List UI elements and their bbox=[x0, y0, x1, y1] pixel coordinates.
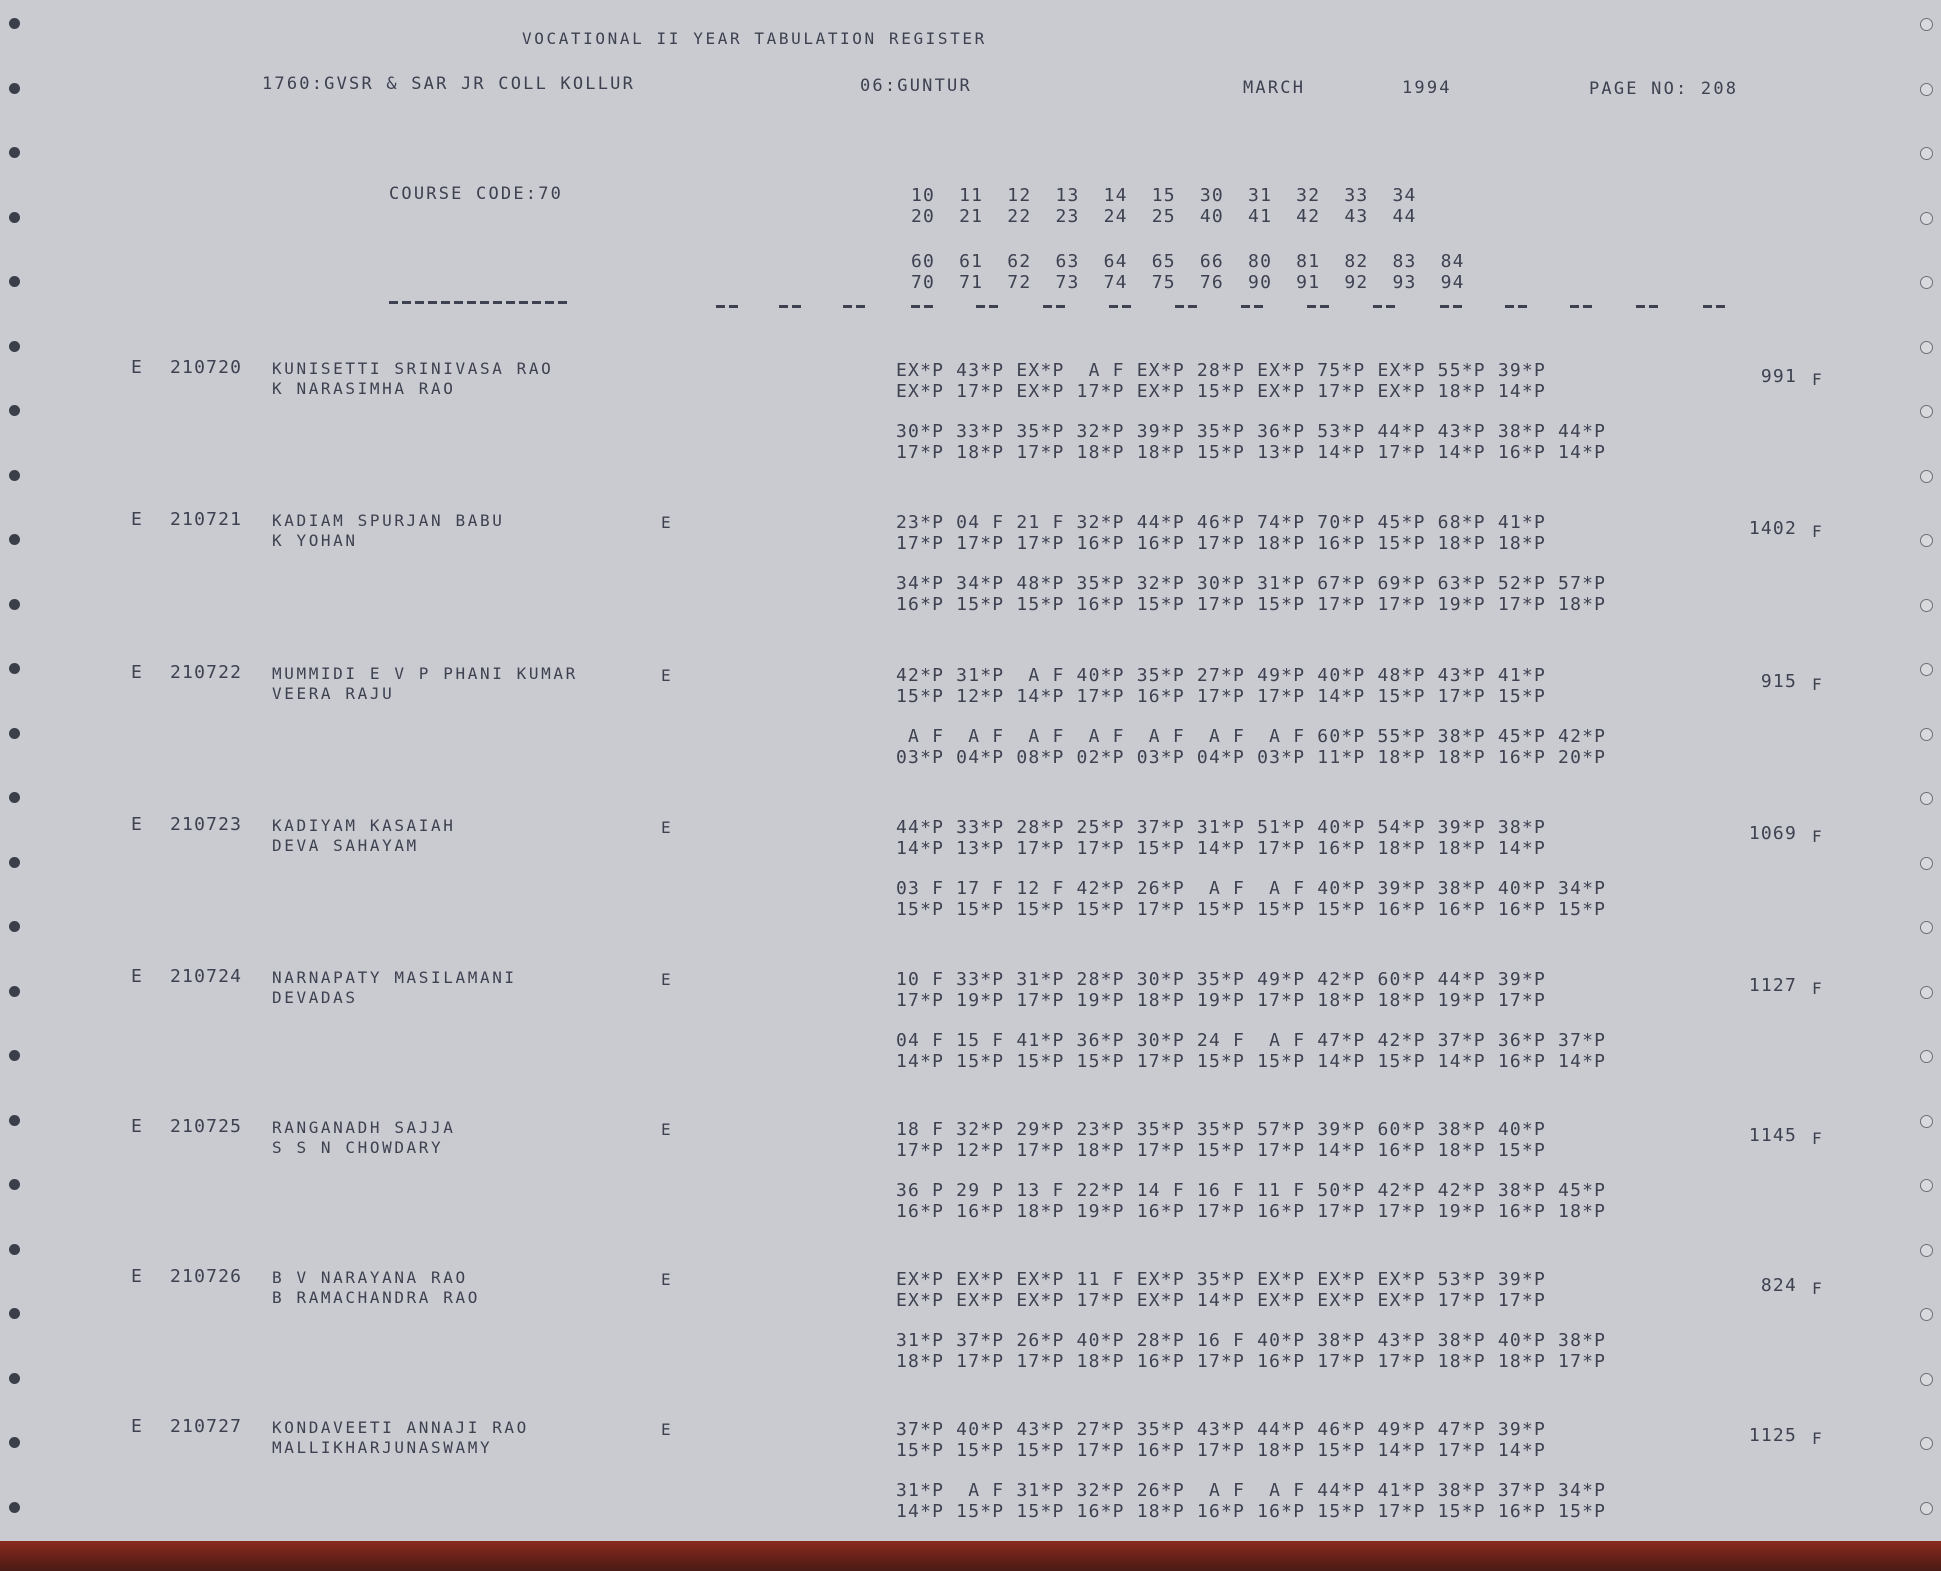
feed-hole bbox=[9, 276, 20, 287]
medium-code: E bbox=[661, 970, 674, 989]
college-name: 1760:GVSR & SAR JR COLL KOLLUR bbox=[262, 74, 636, 94]
result-code: F bbox=[1812, 370, 1825, 389]
result-code: F bbox=[1812, 522, 1825, 541]
marks-row1-lower: EX*P EX*P EX*P 17*P EX*P 14*P EX*P EX*P EX*P 17*P 17*P bbox=[896, 1290, 1546, 1311]
feed-hole bbox=[1920, 857, 1933, 870]
student-type: E bbox=[131, 966, 144, 987]
marks-row2-lower: 16*P 15*P 15*P 16*P 15*P 17*P 15*P 17*P 17*P 19*P 17*P 18*P bbox=[896, 594, 1607, 615]
roll-number: 210723 bbox=[170, 814, 243, 835]
student-type: E bbox=[131, 1116, 144, 1137]
feed-hole bbox=[1920, 921, 1933, 934]
student-type: E bbox=[131, 357, 144, 378]
result-code: F bbox=[1812, 827, 1825, 846]
father-name: K NARASIMHA RAO bbox=[272, 379, 456, 398]
roll-number: 210721 bbox=[170, 509, 243, 530]
roll-number: 210724 bbox=[170, 966, 243, 987]
marks-row1-upper: 42*P 31*P A F 40*P 35*P 27*P 49*P 40*P 48*P 43*P 41*P bbox=[896, 665, 1546, 686]
marks-row2-lower: 15*P 15*P 15*P 15*P 17*P 15*P 15*P 15*P 16*P 16*P 16*P 15*P bbox=[896, 899, 1607, 920]
roll-number: 210720 bbox=[170, 357, 243, 378]
column-dash bbox=[1440, 305, 1462, 308]
marks-row1-lower: 15*P 12*P 14*P 17*P 16*P 17*P 17*P 14*P 15*P 17*P 15*P bbox=[896, 686, 1546, 707]
marks-row1-lower: EX*P 17*P EX*P 17*P EX*P 15*P EX*P 17*P EX*P 18*P 14*P bbox=[896, 381, 1546, 402]
marks-row1-upper: 37*P 40*P 43*P 27*P 35*P 43*P 44*P 46*P 49*P 47*P 39*P bbox=[896, 1419, 1546, 1440]
marks-row2-upper: 30*P 33*P 35*P 32*P 39*P 35*P 36*P 53*P 44*P 43*P 38*P 44*P bbox=[896, 421, 1607, 442]
grand-total: 1145 bbox=[1748, 1125, 1797, 1146]
medium-code: E bbox=[661, 818, 674, 837]
marks-row1-upper: 23*P 04 F 21 F 32*P 44*P 46*P 74*P 70*P 45*P 68*P 41*P bbox=[896, 512, 1546, 533]
subject-codes-row2b: 70 71 72 73 74 75 76 90 91 92 93 94 bbox=[911, 272, 1465, 293]
marks-row2-lower: 14*P 15*P 15*P 15*P 17*P 15*P 15*P 14*P 15*P 14*P 16*P 14*P bbox=[896, 1051, 1607, 1072]
result-code: F bbox=[1812, 979, 1825, 998]
medium-code: E bbox=[661, 1120, 674, 1139]
column-dash bbox=[911, 305, 933, 308]
feed-hole bbox=[9, 599, 20, 610]
feed-hole bbox=[9, 18, 20, 29]
feed-hole bbox=[1920, 212, 1933, 225]
feed-hole bbox=[9, 1050, 20, 1061]
course-code: COURSE CODE:70 bbox=[389, 184, 564, 204]
student-type: E bbox=[131, 1416, 144, 1437]
medium-code: E bbox=[661, 513, 674, 532]
marks-row2-upper: A F A F A F A F A F A F A F 60*P 55*P 38*P 45*P 42*P bbox=[896, 726, 1607, 747]
student-name: RANGANADH SAJJA bbox=[272, 1118, 456, 1137]
column-dash bbox=[1175, 305, 1197, 308]
marks-row2-upper: 31*P 37*P 26*P 40*P 28*P 16 F 40*P 38*P 43*P 38*P 40*P 38*P bbox=[896, 1330, 1607, 1351]
grand-total: 824 bbox=[1760, 1275, 1797, 1296]
student-name: KADIYAM KASAIAH bbox=[272, 816, 456, 835]
feed-hole bbox=[1920, 18, 1933, 31]
page-number: PAGE NO: 208 bbox=[1589, 79, 1739, 99]
feed-hole bbox=[9, 663, 20, 674]
column-dash bbox=[716, 305, 738, 308]
feed-hole bbox=[9, 405, 20, 416]
feed-hole bbox=[9, 1373, 20, 1384]
feed-hole bbox=[9, 212, 20, 223]
feed-hole bbox=[9, 857, 20, 868]
feed-hole bbox=[9, 83, 20, 94]
paper-edge bbox=[0, 1541, 1941, 1571]
marks-row1-upper: EX*P EX*P EX*P 11 F EX*P 35*P EX*P EX*P EX*P 53*P 39*P bbox=[896, 1269, 1546, 1290]
roll-number: 210725 bbox=[170, 1116, 243, 1137]
feed-hole bbox=[9, 1437, 20, 1448]
father-name: K YOHAN bbox=[272, 531, 358, 550]
feed-hole bbox=[1920, 1179, 1933, 1192]
column-dash bbox=[1505, 305, 1527, 308]
feed-hole bbox=[9, 1502, 20, 1513]
feed-hole bbox=[1920, 728, 1933, 741]
feed-hole bbox=[1920, 470, 1933, 483]
grand-total: 1125 bbox=[1748, 1425, 1797, 1446]
feed-hole bbox=[1920, 1115, 1933, 1128]
result-code: F bbox=[1812, 1279, 1825, 1298]
marks-row1-upper: 10 F 33*P 31*P 28*P 30*P 35*P 49*P 42*P 60*P 44*P 39*P bbox=[896, 969, 1546, 990]
feed-hole bbox=[1920, 1502, 1933, 1515]
column-dash bbox=[1241, 305, 1263, 308]
feed-hole bbox=[9, 1308, 20, 1319]
student-name: KONDAVEETI ANNAJI RAO bbox=[272, 1418, 529, 1437]
feed-hole bbox=[9, 341, 20, 352]
marks-row1-upper: 18 F 32*P 29*P 23*P 35*P 35*P 57*P 39*P 60*P 38*P 40*P bbox=[896, 1119, 1546, 1140]
grand-total: 1402 bbox=[1748, 518, 1797, 539]
student-name: B V NARAYANA RAO bbox=[272, 1268, 468, 1287]
register-title: VOCATIONAL II YEAR TABULATION REGISTER bbox=[522, 29, 987, 48]
feed-hole bbox=[1920, 792, 1933, 805]
column-dash bbox=[843, 305, 865, 308]
feed-hole bbox=[1920, 147, 1933, 160]
feed-hole bbox=[9, 728, 20, 739]
feed-hole bbox=[9, 792, 20, 803]
column-dash bbox=[976, 305, 998, 308]
father-name: MALLIKHARJUNASWAMY bbox=[272, 1438, 493, 1457]
roll-number: 210727 bbox=[170, 1416, 243, 1437]
marks-row2-upper: 31*P A F 31*P 32*P 26*P A F A F 44*P 41*P 38*P 37*P 34*P bbox=[896, 1480, 1607, 1501]
medium-code: E bbox=[661, 1420, 674, 1439]
header-rule bbox=[389, 301, 571, 304]
result-code: F bbox=[1812, 1129, 1825, 1148]
column-dash bbox=[1373, 305, 1395, 308]
marks-row2-lower: 17*P 18*P 17*P 18*P 18*P 15*P 13*P 14*P 17*P 14*P 16*P 14*P bbox=[896, 442, 1607, 463]
student-type: E bbox=[131, 509, 144, 530]
feed-hole bbox=[9, 1244, 20, 1255]
feed-hole bbox=[1920, 83, 1933, 96]
student-name: NARNAPATY MASILAMANI bbox=[272, 968, 517, 987]
feed-hole bbox=[9, 147, 20, 158]
roll-number: 210722 bbox=[170, 662, 243, 683]
feed-hole bbox=[1920, 1244, 1933, 1257]
feed-hole bbox=[1920, 1373, 1933, 1386]
feed-hole bbox=[1920, 276, 1933, 289]
marks-row1-lower: 17*P 19*P 17*P 19*P 18*P 19*P 17*P 18*P 18*P 19*P 17*P bbox=[896, 990, 1546, 1011]
father-name: S S N CHOWDARY bbox=[272, 1138, 444, 1157]
subject-codes-row1b: 20 21 22 23 24 25 40 41 42 43 44 bbox=[911, 206, 1417, 227]
marks-row2-upper: 34*P 34*P 48*P 35*P 32*P 30*P 31*P 67*P 69*P 63*P 52*P 57*P bbox=[896, 573, 1607, 594]
column-dash bbox=[1109, 305, 1131, 308]
marks-row1-lower: 14*P 13*P 17*P 17*P 15*P 14*P 17*P 16*P 18*P 18*P 14*P bbox=[896, 838, 1546, 859]
column-dash bbox=[1307, 305, 1329, 308]
marks-row2-upper: 04 F 15 F 41*P 36*P 30*P 24 F A F 47*P 42*P 37*P 36*P 37*P bbox=[896, 1030, 1607, 1051]
marks-row2-upper: 36 P 29 P 13 F 22*P 14 F 16 F 11 F 50*P 42*P 42*P 38*P 45*P bbox=[896, 1180, 1607, 1201]
district: 06:GUNTUR bbox=[860, 76, 972, 96]
feed-hole bbox=[1920, 1308, 1933, 1321]
feed-hole bbox=[1920, 405, 1933, 418]
student-name: KADIAM SPURJAN BABU bbox=[272, 511, 505, 530]
feed-hole bbox=[9, 534, 20, 545]
feed-hole bbox=[1920, 1050, 1933, 1063]
feed-hole bbox=[1920, 663, 1933, 676]
student-type: E bbox=[131, 1266, 144, 1287]
grand-total: 915 bbox=[1760, 671, 1797, 692]
feed-hole bbox=[9, 1115, 20, 1126]
father-name: B RAMACHANDRA RAO bbox=[272, 1288, 480, 1307]
column-dash bbox=[1703, 305, 1725, 308]
column-dash bbox=[1636, 305, 1658, 308]
tractor-feed-holes-right bbox=[1915, 0, 1941, 1571]
subject-codes-row2a: 60 61 62 63 64 65 66 80 81 82 83 84 bbox=[911, 251, 1465, 272]
marks-row1-upper: 44*P 33*P 28*P 25*P 37*P 31*P 51*P 40*P 54*P 39*P 38*P bbox=[896, 817, 1546, 838]
medium-code: E bbox=[661, 666, 674, 685]
roll-number: 210726 bbox=[170, 1266, 243, 1287]
result-code: F bbox=[1812, 675, 1825, 694]
grand-total: 991 bbox=[1760, 366, 1797, 387]
student-type: E bbox=[131, 814, 144, 835]
marks-row1-upper: EX*P 43*P EX*P A F EX*P 28*P EX*P 75*P EX*P 55*P 39*P bbox=[896, 360, 1546, 381]
feed-hole bbox=[1920, 534, 1933, 547]
grand-total: 1127 bbox=[1748, 975, 1797, 996]
result-code: F bbox=[1812, 1429, 1825, 1448]
feed-hole bbox=[9, 986, 20, 997]
marks-row2-lower: 18*P 17*P 17*P 18*P 16*P 17*P 16*P 17*P 17*P 18*P 18*P 17*P bbox=[896, 1351, 1607, 1372]
tractor-feed-holes-left bbox=[0, 0, 26, 1571]
subject-codes-row1a: 10 11 12 13 14 15 30 31 32 33 34 bbox=[911, 185, 1417, 206]
student-name: KUNISETTI SRINIVASA RAO bbox=[272, 359, 554, 378]
marks-row1-lower: 17*P 17*P 17*P 16*P 16*P 17*P 18*P 16*P 15*P 18*P 18*P bbox=[896, 533, 1546, 554]
column-dash bbox=[779, 305, 801, 308]
column-dash bbox=[1043, 305, 1065, 308]
father-name: DEVA SAHAYAM bbox=[272, 836, 419, 855]
feed-hole bbox=[9, 470, 20, 481]
marks-row2-lower: 03*P 04*P 08*P 02*P 03*P 04*P 03*P 11*P 18*P 18*P 16*P 20*P bbox=[896, 747, 1607, 768]
feed-hole bbox=[1920, 341, 1933, 354]
father-name: DEVADAS bbox=[272, 988, 358, 1007]
father-name: VEERA RAJU bbox=[272, 684, 395, 703]
grand-total: 1069 bbox=[1748, 823, 1797, 844]
marks-row2-lower: 14*P 15*P 15*P 16*P 18*P 16*P 16*P 15*P 17*P 15*P 16*P 15*P bbox=[896, 1501, 1607, 1522]
marks-row2-upper: 03 F 17 F 12 F 42*P 26*P A F A F 40*P 39*P 38*P 40*P 34*P bbox=[896, 878, 1607, 899]
feed-hole bbox=[9, 1179, 20, 1190]
student-type: E bbox=[131, 662, 144, 683]
exam-year: 1994 bbox=[1402, 78, 1452, 98]
feed-hole bbox=[1920, 1437, 1933, 1450]
feed-hole bbox=[9, 921, 20, 932]
marks-row1-lower: 15*P 15*P 15*P 17*P 16*P 17*P 18*P 15*P 14*P 17*P 14*P bbox=[896, 1440, 1546, 1461]
marks-row2-lower: 16*P 16*P 18*P 19*P 16*P 17*P 16*P 17*P 17*P 19*P 16*P 18*P bbox=[896, 1201, 1607, 1222]
student-name: MUMMIDI E V P PHANI KUMAR bbox=[272, 664, 578, 683]
feed-hole bbox=[1920, 599, 1933, 612]
column-dash bbox=[1570, 305, 1592, 308]
medium-code: E bbox=[661, 1270, 674, 1289]
feed-hole bbox=[1920, 986, 1933, 999]
marks-row1-lower: 17*P 12*P 17*P 18*P 17*P 15*P 17*P 14*P 16*P 18*P 15*P bbox=[896, 1140, 1546, 1161]
exam-month: MARCH bbox=[1243, 78, 1306, 98]
